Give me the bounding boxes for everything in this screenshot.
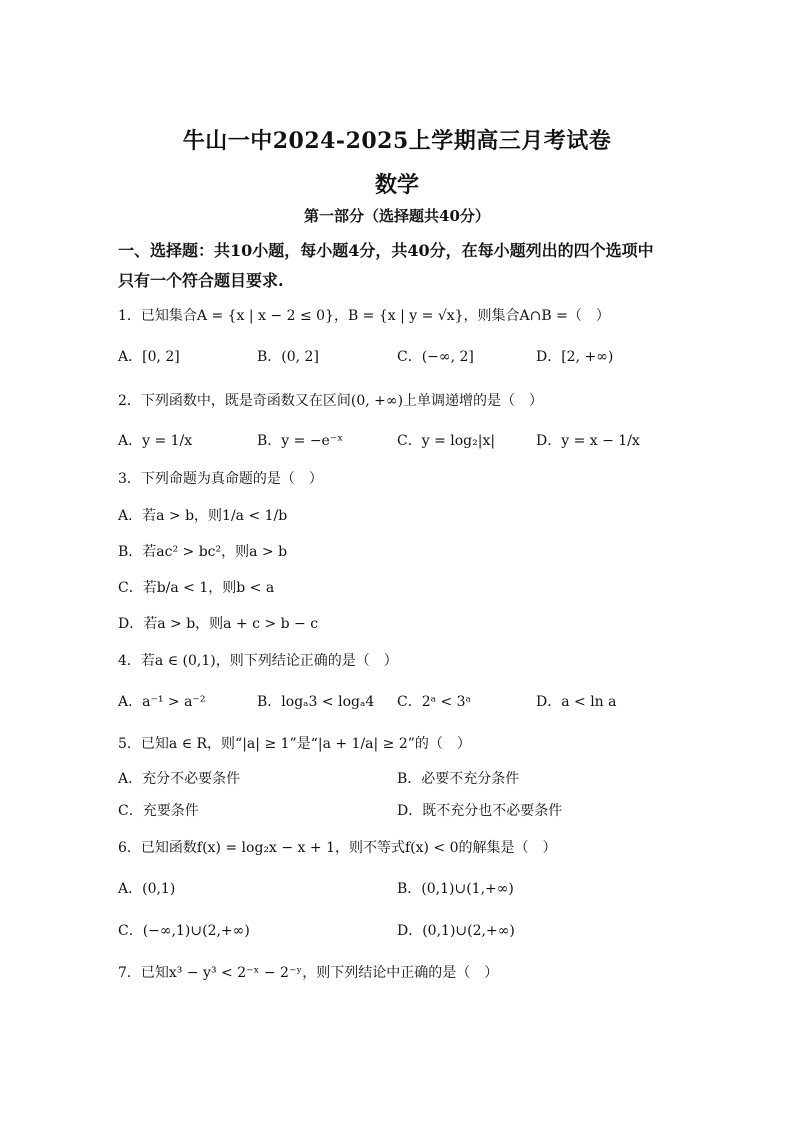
- question-7-stem: 7．已知x³ − y³ < 2⁻ˣ − 2⁻ʸ，则下列结论中正确的是（ ）: [118, 965, 499, 981]
- q4-option-b: B．logₐ3 < logₐ4: [257, 694, 375, 710]
- q2-option-c: C．y = log₂|x|: [397, 433, 496, 449]
- q6-option-d: D．(0,1)∪(2,+∞): [397, 923, 515, 939]
- q2-option-a: A．y = 1/x: [118, 433, 193, 449]
- q5-option-d: D．既不充分也不必要条件: [397, 803, 563, 819]
- q3-option-a: A．若a > b，则1/a < 1/b: [118, 508, 288, 524]
- subject-title: 数学: [374, 172, 419, 198]
- exam-title: 牛山一中2024-2025上学期高三月考试卷: [182, 128, 612, 154]
- q3-option-d: D．若a > b，则a + c > b − c: [118, 616, 319, 632]
- q4-option-c: C．2ᵃ < 3ᵃ: [397, 694, 471, 710]
- q2-option-b: B．y = −e⁻ˣ: [257, 433, 344, 449]
- q3-option-c: C．若b/a < 1，则b < a: [118, 580, 275, 596]
- q2-option-d: D．y = x − 1/x: [536, 433, 640, 449]
- q5-option-a: A．充分不必要条件: [118, 771, 241, 787]
- question-5-stem: 5．已知a ∈ R，则“|a| ≥ 1”是“|a + 1/a| ≥ 2”的（ ）: [118, 736, 471, 752]
- question-3-stem: 3．下列命题为真命题的是（ ）: [118, 471, 323, 487]
- q1-option-a: A．[0, 2]: [118, 349, 180, 365]
- q1-option-d: D．[2, +∞): [536, 349, 614, 365]
- part-heading: 第一部分（选择题共40分）: [304, 207, 490, 225]
- q4-option-d: D．a < ln a: [536, 694, 617, 710]
- q1-option-c: C．(−∞, 2]: [397, 349, 474, 365]
- q5-option-b: B．必要不充分条件: [397, 771, 520, 787]
- q6-option-b: B．(0,1)∪(1,+∞): [397, 881, 514, 897]
- question-6-stem: 6．已知函数f(x) = log₂x − x + 1，则不等式f(x) < 0的解集是（ ）: [118, 840, 557, 856]
- question-2-stem: 2．下列函数中，既是奇函数又在区间(0, +∞)上单调递增的是（ ）: [118, 393, 544, 409]
- q6-option-a: A．(0,1): [118, 881, 176, 897]
- section-instructions-line1: 一、选择题：共10小题，每小题4分，共40分，在每小题列出的四个选项中: [118, 241, 654, 260]
- question-4-stem: 4．若a ∈ (0,1)，则下列结论正确的是（ ）: [118, 653, 398, 669]
- q5-option-c: C．充要条件: [118, 803, 199, 819]
- q1-option-b: B．(0, 2]: [257, 349, 319, 365]
- section-instructions-line2: 只有一个符合题目要求.: [118, 271, 284, 290]
- question-1-stem: 1．已知集合A = {x | x − 2 ≤ 0}，B = {x | y = √x}，则集合A∩B =（ ）: [118, 308, 610, 324]
- q6-option-c: C．(−∞,1)∪(2,+∞): [118, 923, 250, 939]
- q4-option-a: A．a⁻¹ > a⁻²: [118, 694, 206, 710]
- q3-option-b: B．若ac² > bc²，则a > b: [118, 544, 288, 560]
